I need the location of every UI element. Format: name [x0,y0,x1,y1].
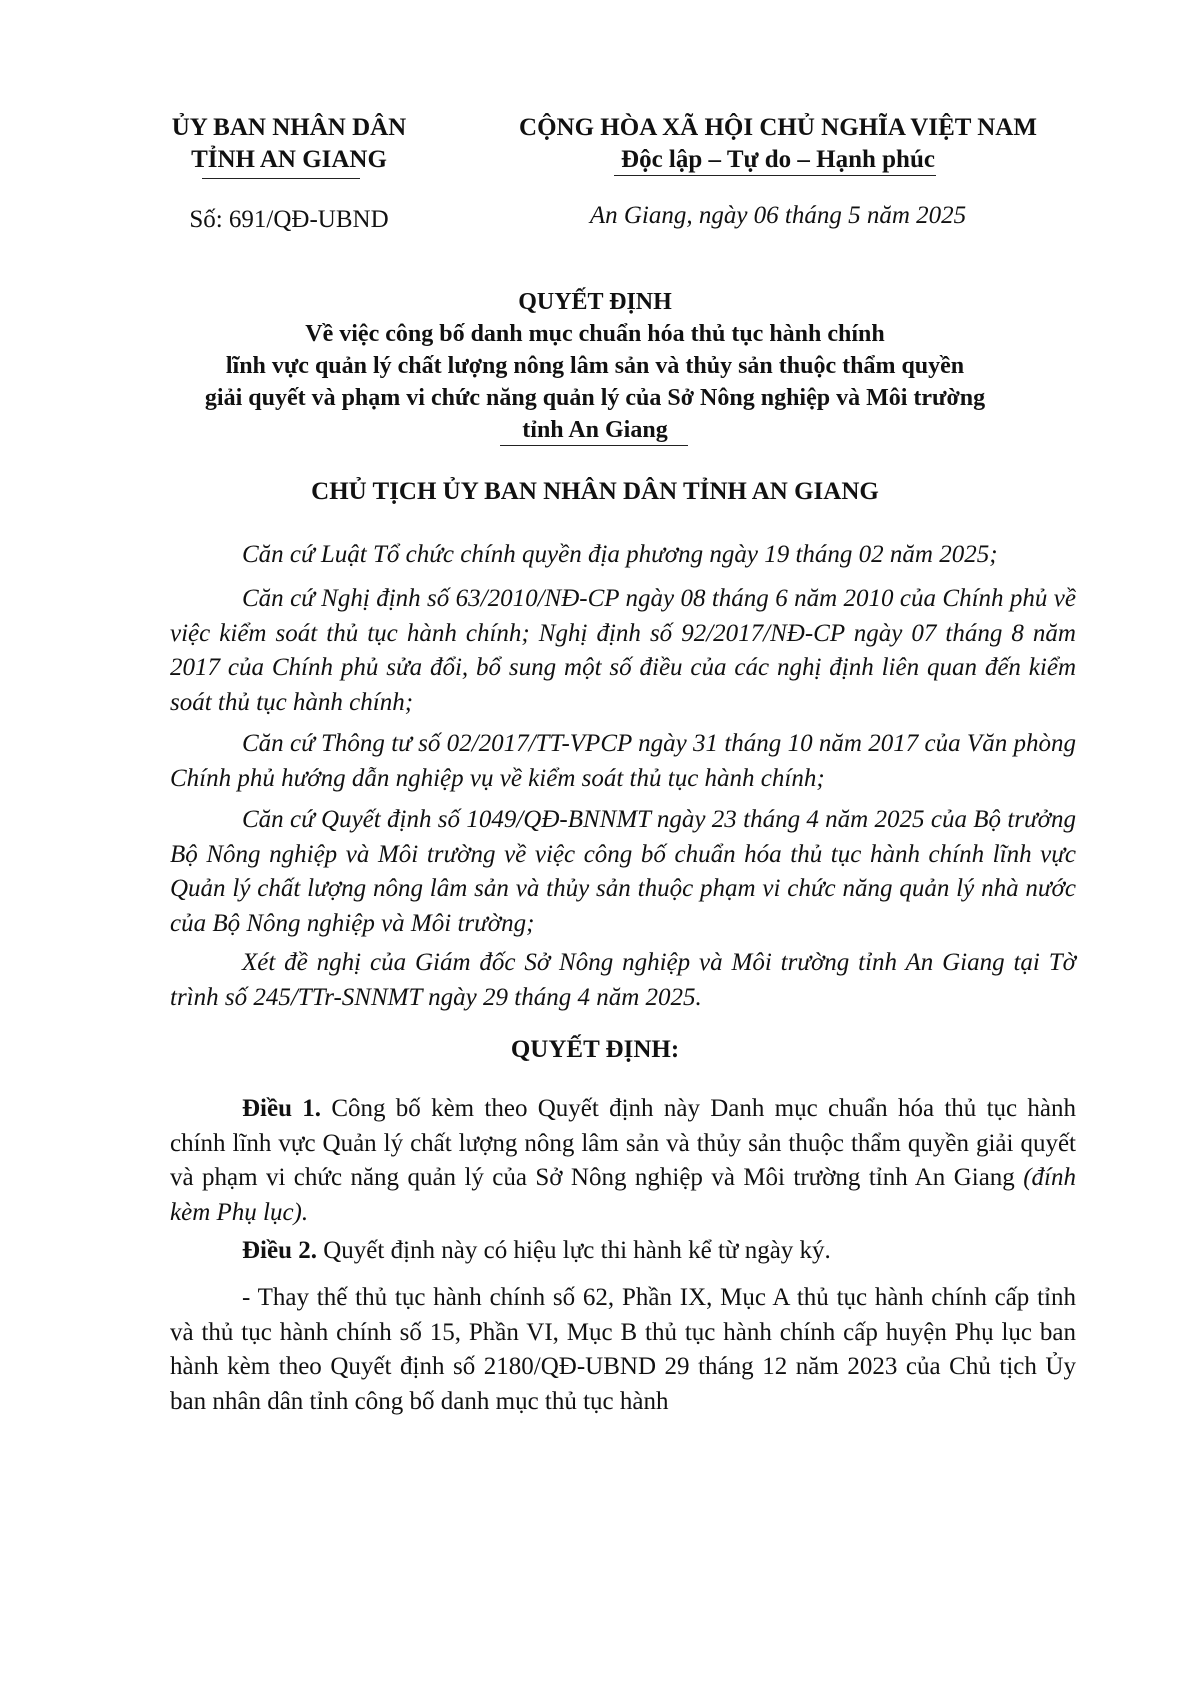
decision-heading: QUYẾT ĐỊNH: [510,1036,680,1063]
agency-name [150,112,428,176]
agency-line-1: ỦY BAN NHÂN DÂN [171,114,407,141]
article-2-text: Quyết định này có hiệu lực thi hành kể từ ngày ký. [317,1237,831,1264]
article-1-label: Điều 1. [242,1095,322,1122]
document-number: Số: 691/QĐ-UBND [189,206,389,233]
preamble-item: Căn cứ Quyết định số 1049/QĐ-BNNMT ngày 23 tháng 4 năm 2025 của Bộ trưởng Bộ Nông nghiệp và Môi trường về việc công bố chuẩn hóa thủ tục hành chính lĩnh vực Quản lý chất lượng nông lâm sản và thủy sản thuộc phạm vi chức năng quản lý nhà nước của Bộ Nông nghiệp và Môi trường; [170,806,1076,937]
nation-line-1: CỘNG HÒA XÃ HỘI CHỦ NGHĨA VIỆT NAM [519,114,1037,141]
title-line-4: tỉnh An Giang [522,417,668,443]
place-and-date: An Giang, ngày 06 tháng 5 năm 2025 [589,202,967,229]
motto-underline [614,175,936,176]
preamble-item: Căn cứ Nghị định số 63/2010/NĐ-CP ngày 08 tháng 6 năm 2010 của Chính phủ về việc kiểm soát thủ tục hành chính; Nghị định số 92/2017/NĐ-CP ngày 07 tháng 8 năm 2017 của Chính phủ sửa đổi, bổ sung một số điều của các nghị định liên quan đến kiểm soát thủ tục hành chính; [170,585,1076,716]
nation-line-2: Độc lập – Tự do – Hạnh phúc [621,146,935,173]
preamble-item: Xét đề nghị của Giám đốc Sở Nông nghiệp và Môi trường tỉnh An Giang tại Tờ trình số 245/TTr-SNNMT ngày 29 tháng 4 năm 2025. [170,949,1076,1011]
title-heading: QUYẾT ĐỊNH [518,289,672,315]
article-2-item: - Thay thế thủ tục hành chính số 62, Phần IX, Mục A thủ tục hành chính cấp tỉnh và thủ tục hành chính số 15, Phần VI, Mục B thủ tục hành chính cấp huyện Phụ lục ban hành kèm theo Quyết định số 2180/QĐ-UBND 29 tháng 12 năm 2023 của Chủ tịch Ủy ban nhân dân tỉnh công bố danh mục thủ tục hành [170,1284,1076,1415]
article-2-label: Điều 2. [242,1237,317,1264]
preamble-item: Căn cứ Luật Tổ chức chính quyền địa phương ngày 19 tháng 02 năm 2025; [242,541,998,568]
title-line-1: Về việc công bố danh mục chuẩn hóa thủ tục hành chính [305,321,885,347]
article-1-note: (đính kèm Phụ lục). [170,1164,1076,1226]
agency-line-2: TỈNH AN GIANG [191,146,387,173]
title-underline [500,445,688,446]
preamble-item: Căn cứ Thông tư số 02/2017/TT-VPCP ngày 31 tháng 10 năm 2017 của Văn phòng Chính phủ hướng dẫn nghiệp vụ về kiểm soát thủ tục hành chính; [170,730,1076,792]
title-line-3: giải quyết và phạm vi chức năng quản lý của Sở Nông nghiệp và Môi trường [204,385,986,411]
title-line-2: lĩnh vực quản lý chất lượng nông lâm sản và thủy sản thuộc thẩm quyền [225,353,965,379]
issuing-authority: CHỦ TỊCH ỦY BAN NHÂN DÂN TỈNH AN GIANG [311,478,879,505]
document-title [110,286,1080,446]
national-motto [510,112,1046,176]
article-1-text: Công bố kèm theo Quyết định này Danh mục chuẩn hóa thủ tục hành chính lĩnh vực Quản lý chất lượng nông lâm sản và thủy sản thuộc thẩm quyền giải quyết và phạm vi chức năng quản lý của Sở Nông nghiệp và Môi trường tỉnh An Giang [170,1095,1077,1191]
agency-underline [202,178,360,179]
article-1 [170,1092,1076,1230]
article-2 [170,1234,1076,1269]
